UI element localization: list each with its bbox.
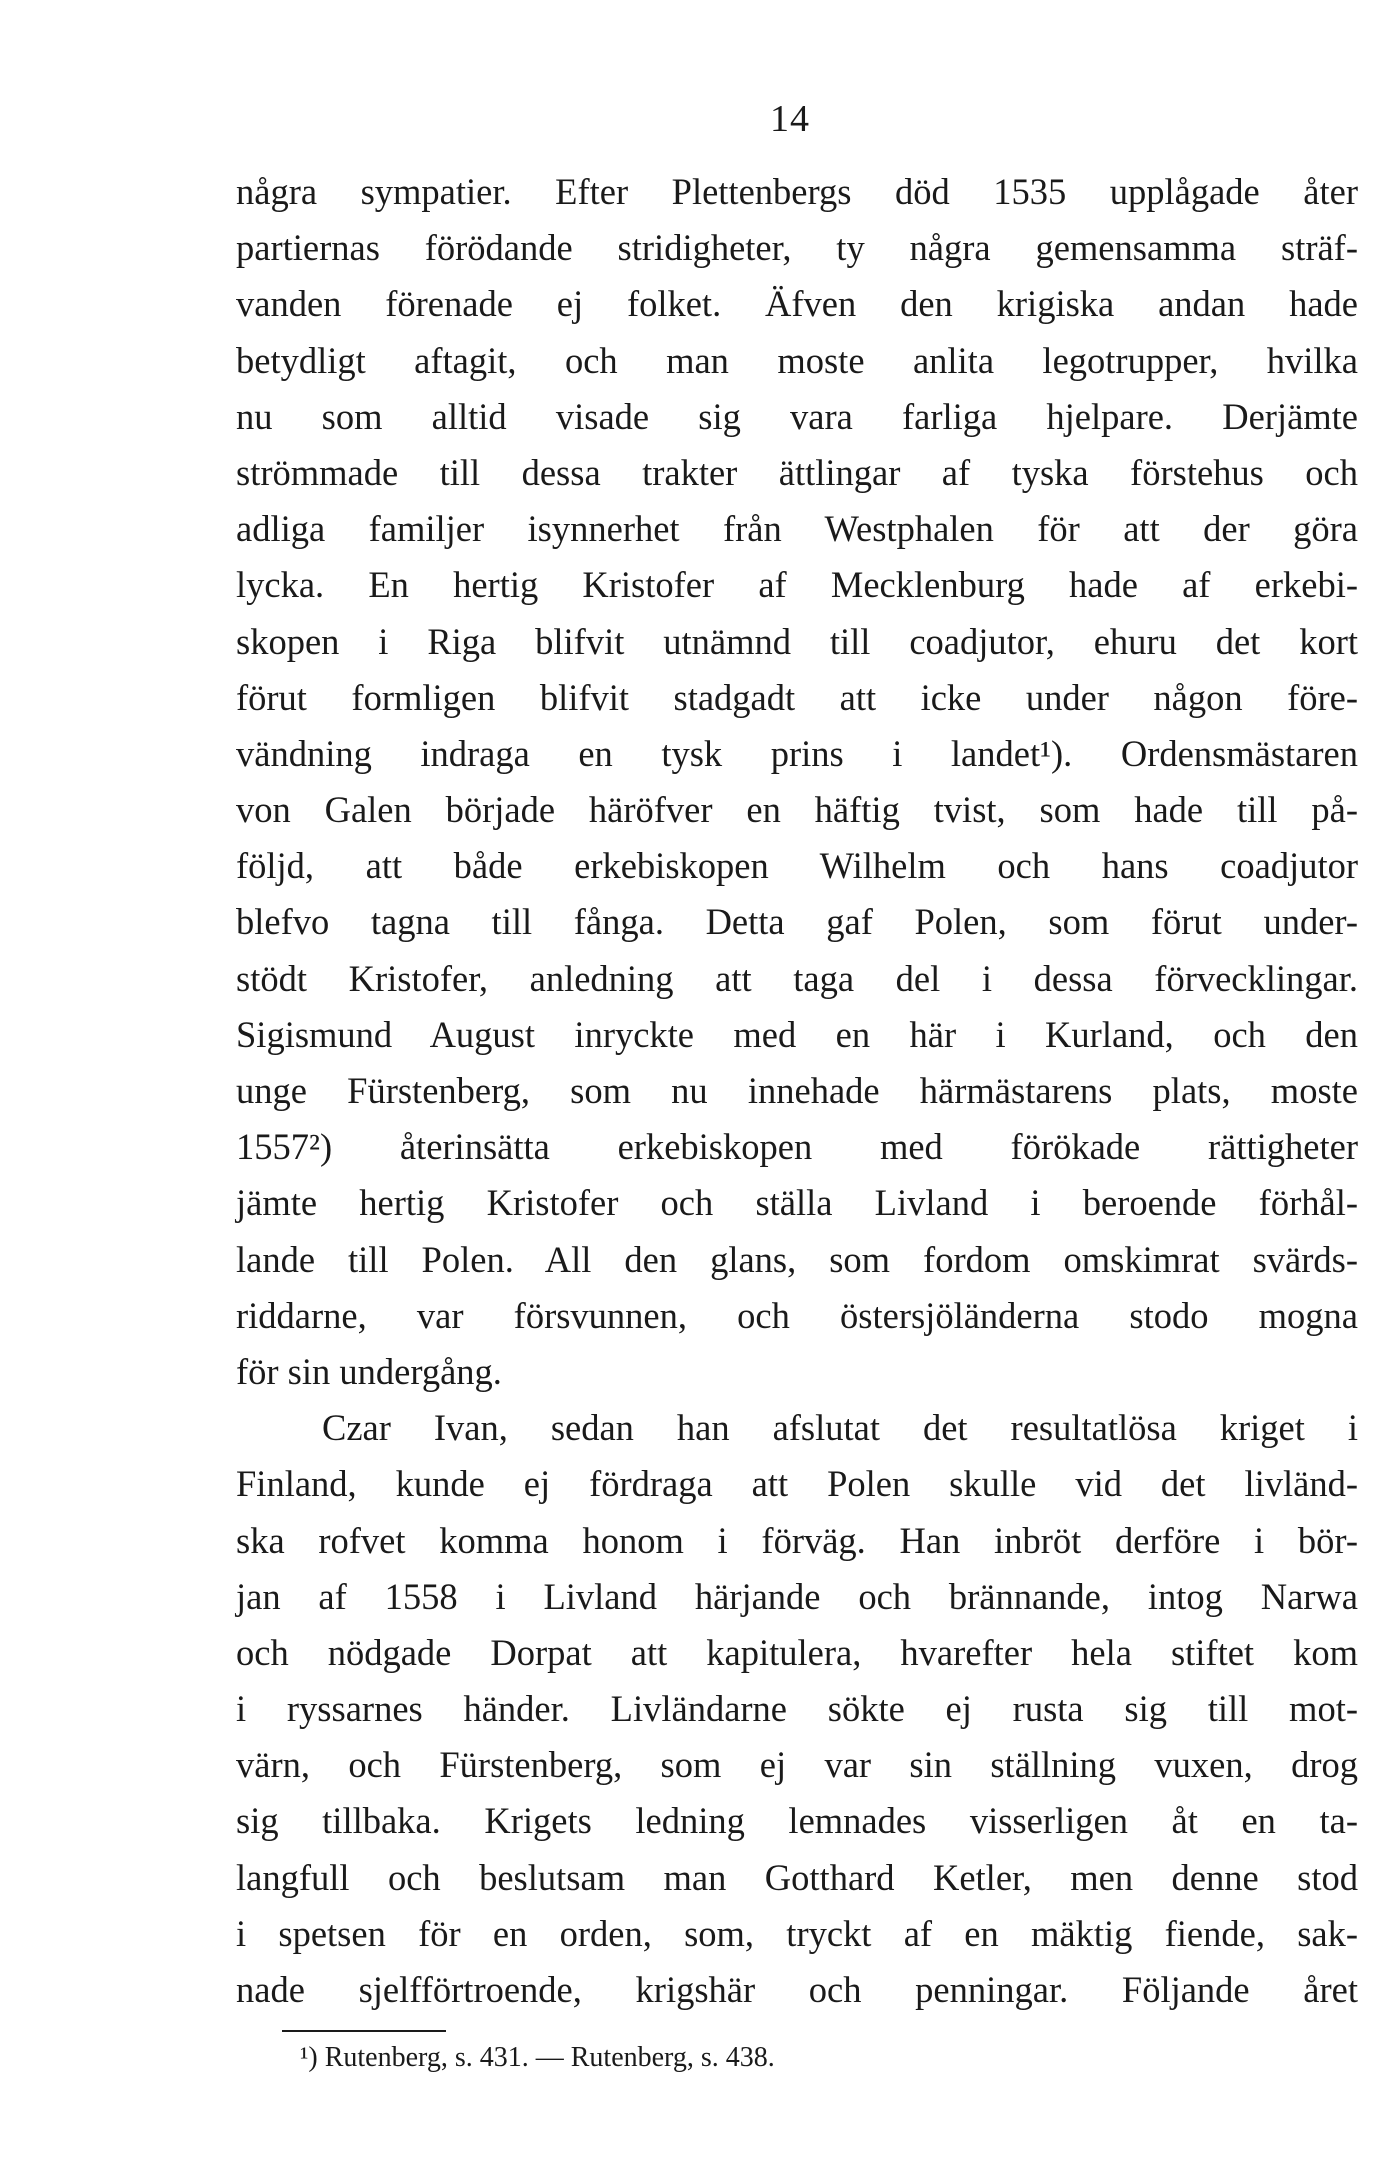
text-line: jan af 1558 i Livland härjande och brännande, intog Narwa xyxy=(236,1575,1358,1617)
text-line: blefvo tagna till fånga. Detta gaf Polen, som förut under- xyxy=(236,901,1358,943)
text-line: vändning indraga en tysk prins i landet¹). Ordensmästaren xyxy=(236,732,1358,774)
text-line: och nödgade Dorpat att kapitulera, hvarefter hela stiftet kom xyxy=(236,1631,1358,1673)
text-line: värn, och Fürstenberg, som ej var sin ställning vuxen, drog xyxy=(236,1744,1358,1786)
text-line: för sin undergång. xyxy=(236,1350,502,1392)
text-line: riddarne, var försvunnen, och östersjöländerna stodo mogna xyxy=(236,1294,1358,1336)
page-number: 14 xyxy=(770,98,810,140)
text-line: 1557²) återinsätta erkebiskopen med förökade rättigheter xyxy=(236,1126,1358,1168)
text-line: skopen i Riga blifvit utnämnd till coadjutor, ehuru det kort xyxy=(236,620,1358,662)
text-line: några sympatier. Efter Plettenbergs död 1535 upplågade åter xyxy=(236,171,1358,212)
text-line: förut formligen blifvit stadgadt att icke under någon före- xyxy=(236,676,1358,718)
text-line: Sigismund August inryckte med en här i Kurland, och den xyxy=(236,1013,1358,1055)
text-line: ska rofvet komma honom i förväg. Han inbröt derföre i bör- xyxy=(236,1519,1358,1561)
text-line: nade sjelfförtroende, krigshär och penningar. Följande året xyxy=(236,1969,1358,2010)
text-line: von Galen började häröfver en häftig tvist, som hade till på- xyxy=(236,789,1358,831)
text-line: Czar Ivan, sedan han afslutat det resultatlösa kriget i xyxy=(322,1407,1358,1449)
text-line: vanden förenade ej folket. Äfven den krigiska andan hade xyxy=(236,283,1358,325)
text-line: strömmade till dessa trakter ättlingar af tyska förstehus och xyxy=(236,451,1358,493)
text-line: i spetsen för en orden, som, tryckt af en mäktig fiende, sak- xyxy=(236,1912,1358,1954)
text-line: Finland, kunde ej fördraga att Polen skulle vid det livländ- xyxy=(236,1463,1358,1505)
text-line: unge Fürstenberg, som nu innehade härmästarens plats, moste xyxy=(236,1070,1358,1111)
text-line: lande till Polen. All den glans, som fordom omskimrat svärds- xyxy=(236,1238,1358,1280)
text-line: sig tillbaka. Krigets ledning lemnades visserligen åt en ta- xyxy=(236,1800,1358,1842)
text-line: stödt Kristofer, anledning att taga del i dessa förvecklingar. xyxy=(236,957,1358,999)
body-text xyxy=(236,164,1358,2018)
text-line: langfull och beslutsam man Gotthard Ketler, men denne stod xyxy=(236,1856,1358,1898)
text-line: betydligt aftagit, och man moste anlita legotrupper, hvilka xyxy=(236,339,1358,381)
text-line: nu som alltid visade sig vara farliga hjelpare. Derjämte xyxy=(236,395,1358,437)
text-line: partiernas förödande stridigheter, ty några gemensamma sträf- xyxy=(236,227,1358,269)
text-line: adliga familjer isynnerhet från Westphalen för att der göra xyxy=(236,508,1358,550)
text-line: jämte hertig Kristofer och ställa Livland i beroende förhål- xyxy=(236,1182,1358,1224)
footnote: ¹) Rutenberg, s. 431. — Rutenberg, s. 438. xyxy=(300,2042,775,2073)
text-line: lycka. En hertig Kristofer af Mecklenburg hade af erkebi- xyxy=(236,564,1358,606)
text-line: följd, att både erkebiskopen Wilhelm och hans coadjutor xyxy=(236,845,1358,887)
text-line: i ryssarnes händer. Livländarne sökte ej rusta sig till mot- xyxy=(236,1688,1358,1730)
footnote-divider xyxy=(282,2030,446,2032)
